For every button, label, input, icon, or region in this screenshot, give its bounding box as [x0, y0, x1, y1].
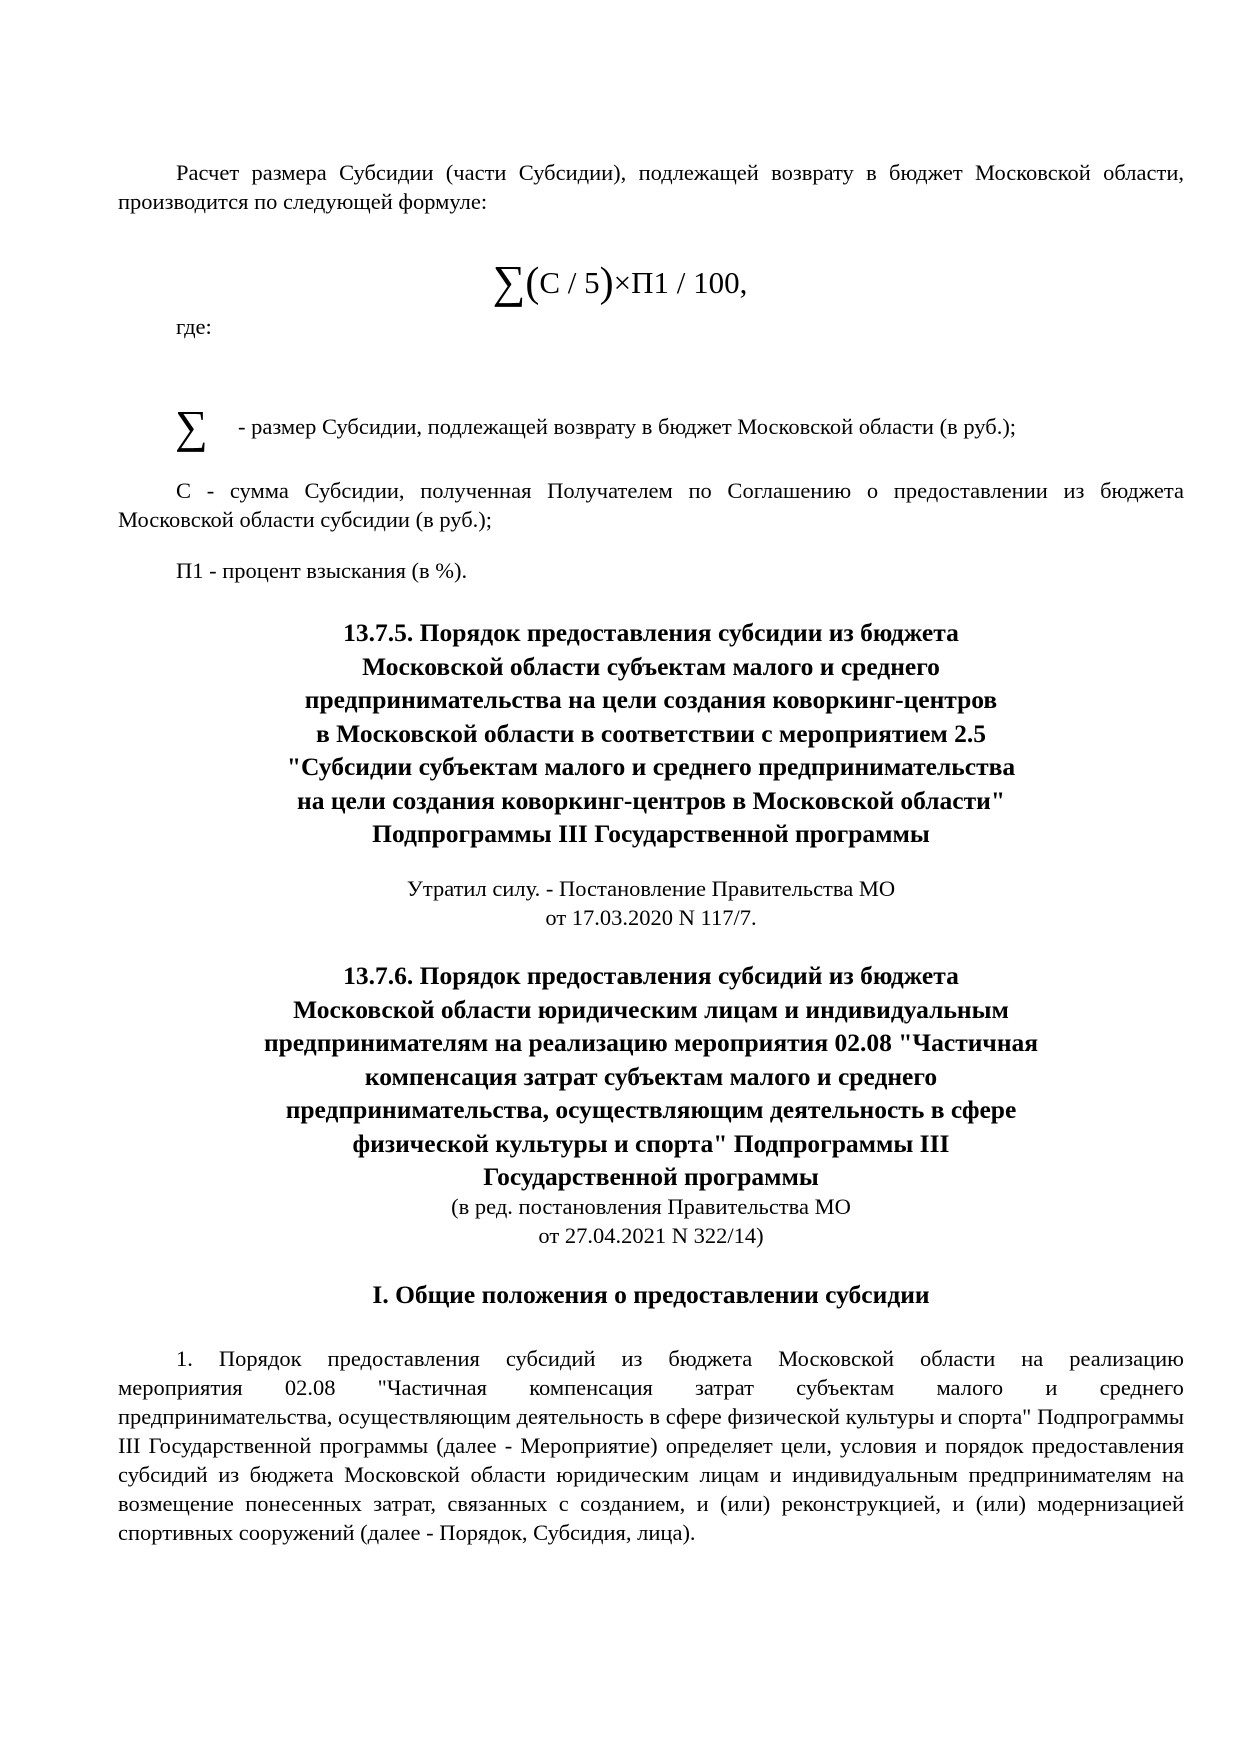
chapter-1-heading: I. Общие положения о предоставлении субсидии [372, 1280, 930, 1309]
paragraph-1-word: мероприятия [118, 1375, 243, 1400]
section-1375-repeal-note [118, 874, 1184, 932]
section-1376-heading-line: предпринимательства, осуществляющим деятельность в сфере [285, 1095, 1017, 1124]
paragraph-1-word: "Частичная [377, 1375, 488, 1400]
section-1375-heading-line: на цели создания коворкинг-центров в Московской области" [297, 785, 1005, 815]
definition-sigma-symbol: ∑ [175, 401, 208, 452]
paragraph-1-word: малого [936, 1375, 1004, 1400]
paragraph-1-word: и [1045, 1375, 1058, 1400]
section-1375-heading-line: 13.7.5. Порядок предоставления субсидии из бюджета [343, 618, 959, 647]
section-1376-note-line: (в ред. постановления Правительства МО [451, 1194, 851, 1219]
section-1376-note-line: от 27.04.2021 N 322/14) [538, 1223, 764, 1248]
section-1375-heading-line: предпринимательства на цели создания коворкинг-центров [304, 685, 998, 714]
section-1376-heading-line: Государственной программы [483, 1162, 819, 1191]
formula-tail-expression: ×П1 / 100, [613, 265, 748, 300]
paragraph-1-word: компенсация [529, 1375, 653, 1400]
section-1375-note-line: Утратил силу. - Постановление Правительства МО [406, 876, 896, 901]
section-1375-heading [118, 616, 1184, 851]
paragraph-1-line-1: 1. Порядок предоставления субсидий из бюджета Московской области на реализацию [176, 1346, 1184, 1371]
section-1375-heading-line: Подпрограммы III Государственной программы [372, 819, 930, 848]
formula-open-paren: ( [525, 260, 540, 306]
chapter-1-paragraph-1 [118, 1344, 1184, 1547]
formula-sigma-symbol: ∑ [492, 256, 526, 307]
section-1375-heading-line: в Московской области в соответствии с мероприятием 2.5 [315, 718, 987, 748]
paragraph-1-word: среднего [1099, 1375, 1184, 1400]
section-1375-note-line: от 17.03.2020 N 117/7. [545, 905, 757, 930]
section-1375-heading-line: "Субсидии субъектам малого и среднего предпринимательства [286, 752, 1016, 781]
recovery-formula [0, 256, 1240, 307]
paragraph-1-word: 02.08 [284, 1375, 336, 1400]
section-1376-heading-line: Московской области юридическим лицам и индивидуальным [293, 994, 1009, 1024]
where-label: где: [176, 314, 212, 339]
formula-close-paren: ) [599, 260, 614, 306]
section-1376-heading [118, 959, 1184, 1194]
paragraph-1-rest: предпринимательства, осуществляющим деятельность в сфере физической культуры и спорта" Подпрограммы III Государственной программы (далее - Мероприятие) определяет цели, условия и порядок предоставления субсидий из бюджета Московской области юридическим лицам и индивидуальным предпринимателям на возмещение понесенных затрат, связанных с созданием, и (или) реконструкцией, и (или) модернизацией спортивных сооружений (далее - Порядок, Субсидия, лица). [118, 1404, 1184, 1545]
formula-inner-expression: C / 5 [539, 265, 600, 300]
intro-paragraph: Расчет размера Субсидии (части Субсидии), подлежащей возврату в бюджет Московской области, производится по следующей формуле: [118, 160, 1184, 214]
section-1376-heading-line: 13.7.6. Порядок предоставления субсидий из бюджета [343, 961, 959, 990]
paragraph-1-word: субъектам [796, 1375, 895, 1400]
section-1376-heading-line: компенсация затрат субъектам малого и среднего [364, 1061, 938, 1091]
definition-p1-text: П1 - процент взыскания (в %). [176, 558, 468, 583]
section-1376-heading-line: физической культуры и спорта" Подпрограммы III [352, 1128, 950, 1158]
paragraph-1-word: затрат [695, 1375, 754, 1400]
paragraph-1-line-2 [118, 1373, 1184, 1402]
section-1376-amendment-note [118, 1192, 1184, 1250]
section-1375-heading-line: Московской области субъектам малого и среднего [362, 651, 940, 681]
definition-c-text: С - сумма Субсидии, полученная Получателем по Соглашению о предоставлении из бюджета Московской области субсидии (в руб.); [118, 478, 1184, 532]
definition-sigma-text: - размер Субсидии, подлежащей возврату в бюджет Московской области (в руб.); [238, 414, 1017, 439]
section-1376-heading-line: предпринимателям на реализацию мероприятия 02.08 "Частичная [263, 1028, 1039, 1057]
